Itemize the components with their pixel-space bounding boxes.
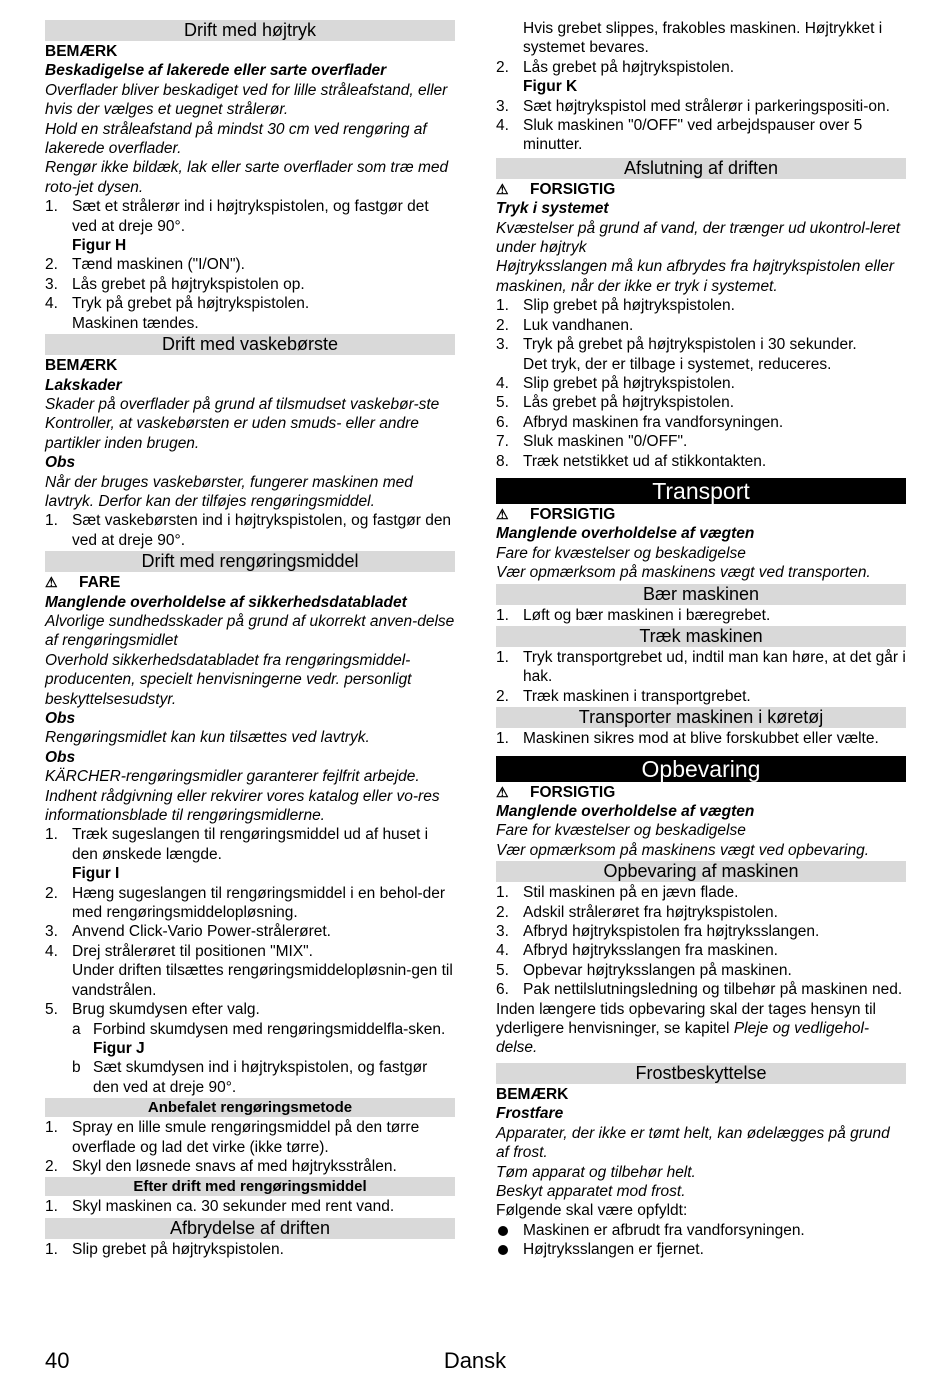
note-subtitle: Frostfare (496, 1105, 564, 1123)
list-number: 8. (496, 452, 509, 470)
note-text: Tøm apparat og tilbehør helt. (496, 1163, 696, 1181)
list-item (496, 648, 906, 687)
list-text: Brug skumdysen efter valg. (72, 1001, 260, 1019)
heading-carry: Bær maskinen (496, 584, 906, 605)
list-text: Sæt vaskebørsten ind i højtrykspistolen, og fastgør den ved at dreje 90°. (72, 512, 452, 549)
list-item (496, 883, 906, 902)
right-column (496, 19, 906, 1260)
note-text: Apparater, der ikke er tømt helt, kan ødelægges på grund af frost. (496, 1124, 890, 1162)
list-text: Stil maskinen på en jævn flade. (523, 884, 739, 902)
note-subtitle: Beskadigelse af lakerede eller sarte overflader (45, 62, 387, 80)
list-text: Afbryd højtryksslangen fra maskinen. (523, 942, 778, 960)
list-text: Sluk maskinen "0/OFF" ved arbejdspauser over 5 minutter. (523, 117, 863, 154)
list-number: 3. (496, 97, 509, 115)
heading-after-detergent: Efter drift med rengøringsmiddel (45, 1177, 455, 1196)
list-item (45, 825, 455, 864)
list-item (496, 316, 906, 335)
list-text: Løft og bær maskinen i bæregrebet. (523, 606, 771, 624)
list-number: 2. (496, 316, 509, 334)
list-text: Tryk transportgrebet ud, indtil man kan høre, at det går i hak. (523, 648, 906, 686)
list-text: Sæt højtrykspistol med strålerør i parkeringspositi-on. (523, 97, 890, 115)
list-item (45, 942, 455, 961)
heading-store-machine: Opbevaring af maskinen (496, 861, 906, 882)
list-item (45, 197, 455, 236)
list-text: Anvend Click-Vario Power-strålerøret. (72, 923, 331, 941)
list-number: 5. (496, 394, 509, 412)
list-number: 1. (496, 884, 509, 902)
list-number: 5. (45, 1001, 58, 1019)
bullet-item (496, 1221, 906, 1240)
list-number: 2. (45, 1157, 58, 1175)
warning-text: Overhold sikkerhedsdatabladet fra rengøringsmiddel-producenten, specielt henvisningerne vedr. personligt beskyttelsesudstyr. (45, 651, 412, 708)
warning-text: FORSIGTIG (530, 783, 616, 801)
list-text: Adskil strålerøret fra højtrykspistolen. (523, 903, 778, 921)
bullet-dot-icon (498, 1245, 508, 1255)
list-text: Tænd maskinen ("I/ON"). (72, 256, 245, 274)
list-text: Slip grebet på højtrykspistolen. (523, 374, 735, 392)
list-item (45, 511, 455, 550)
list-text: Lås grebet på højtrykspistolen op. (72, 275, 305, 293)
list-number: 3. (496, 336, 509, 354)
warning-triangle-icon: ⚠ (496, 783, 509, 800)
list-item (496, 296, 906, 315)
list-number: 3. (45, 275, 58, 293)
list-number: 1. (45, 1198, 58, 1216)
obs-label: Obs (45, 710, 76, 727)
list-item (496, 335, 906, 354)
list-item (45, 1197, 455, 1216)
warning-text: Vær opmærksom på maskinens vægt ved opbevaring. (496, 841, 870, 859)
list-item (45, 255, 455, 274)
list-number: 1. (496, 648, 509, 666)
list-number: 1. (45, 1240, 58, 1258)
heading-recommended-method: Anbefalet rengøringsmetode (45, 1098, 455, 1117)
list-continuation: Under driften tilsættes rengøringsmiddelopløsnin-gen til vandstrålen. (72, 962, 453, 999)
note-text: Hold en stråleafstand på mindst 30 cm ved rengøring af lakerede overflader. (45, 120, 427, 158)
list-number: 2. (45, 256, 58, 274)
note-label: BEMÆRK (496, 1085, 569, 1103)
list-text: Træk maskinen i transportgrebet. (523, 687, 751, 705)
list-number: 4. (45, 942, 58, 960)
list-item (496, 116, 906, 155)
list-text: Afbryd højtrykspistolen fra højtryksslangen. (523, 923, 820, 941)
list-item (496, 980, 906, 999)
list-item (45, 1118, 455, 1157)
list-item (496, 903, 906, 922)
body-text: Følgende skal være opfyldt: (496, 1202, 688, 1220)
list-item (496, 922, 906, 941)
list-number: 2. (45, 884, 58, 902)
note-label: BEMÆRK (45, 357, 118, 375)
list-number: 4. (496, 374, 509, 392)
list-number: 1. (45, 1119, 58, 1137)
list-text: Lås grebet på højtrykspistolen. (523, 58, 735, 76)
list-text: Tryk på grebet på højtrykspistolen i 30 sekunder. (523, 336, 857, 354)
note-text: KÄRCHER-rengøringsmidler garanterer fejlfrit arbejde. Indhent rådgivning eller rekvirer vores katalog eller vo-res informationsblade til rengøringsmidlerne. (45, 768, 440, 825)
list-text: Hæng sugeslangen til rengøringsmiddel i en behol-der med rengøringsmiddelopløsning. (72, 884, 446, 922)
list-text: Maskinen sikres mod at blive forskubbet eller vælte. (523, 730, 879, 748)
heading-wash-brush: Drift med vaskebørste (45, 334, 455, 355)
list-item (496, 393, 906, 412)
warning-text: Alvorlige sundhedsskader på grund af ukorrekt anven-delse af rengøringsmidlet (45, 612, 455, 650)
warning-text: Højtryksslangen må kun afbrydes fra højtrykspistolen eller maskinen, når der ikke er tryk i systemet. (496, 258, 894, 295)
sub-list-letter: a (72, 1020, 81, 1038)
warning-label (496, 180, 906, 199)
list-text: Sæt et strålerør ind i højtrykspistolen, og fastgør det ved at dreje 90°. (72, 198, 429, 235)
list-text: Luk vandhanen. (523, 316, 634, 334)
list-number: 5. (496, 961, 509, 979)
note-text: Overflader bliver beskadiget ved for lille stråleafstand, eller hvis der vælges et uegnet strålerør. (45, 81, 448, 119)
list-item (496, 97, 906, 116)
list-item (45, 922, 455, 941)
list-number: 4. (496, 117, 509, 135)
list-item (45, 1157, 455, 1176)
list-item (45, 884, 455, 923)
list-item (496, 941, 906, 960)
list-number: 1. (496, 730, 509, 748)
list-text: Opbevar højtryksslangen på maskinen. (523, 961, 792, 979)
list-number: 2. (496, 903, 509, 921)
obs-label: Obs (45, 748, 76, 766)
bullet-text: Højtryksslangen er fjernet. (523, 1241, 704, 1259)
heading-interruption: Afbrydelse af driften (45, 1218, 455, 1239)
list-number: 1. (45, 512, 58, 530)
note-text: Kontroller, at vaskebørsten er uden smuds- eller andre partikler inden brugen. (45, 415, 419, 452)
list-number: 1. (496, 297, 509, 315)
figure-ref: Figur K (523, 78, 578, 96)
bullet-text: Maskinen er afbrudt fra vandforsyningen. (523, 1221, 805, 1239)
sub-list-text: Sæt skumdysen ind i højtrykspistolen, og fastgør den ved at dreje 90°. (93, 1059, 428, 1096)
list-text: Slip grebet på højtrykspistolen. (523, 297, 735, 315)
warning-text: FORSIGTIG (530, 505, 616, 523)
list-text: Drej strålerøret til positionen "MIX". (72, 942, 313, 960)
list-text: Træk sugeslangen til rengøringsmiddel ud af huset i den ønskede længde. (72, 826, 429, 863)
list-text: Slip grebet på højtrykspistolen. (72, 1240, 284, 1258)
list-item (496, 729, 906, 748)
list-number: 1. (496, 606, 509, 624)
sub-list-text: Forbind skumdysen med rengøringsmiddelfla-sken. (93, 1020, 446, 1038)
list-item (45, 275, 455, 294)
list-item (496, 961, 906, 980)
body-text: Inden længere tids opbevaring skal der tages hensyn til yderligere henvisninger, se kapitel (496, 1000, 876, 1038)
storage-reference-text (496, 1000, 906, 1058)
warning-triangle-icon: ⚠ (496, 505, 509, 522)
sub-list-item (45, 1058, 455, 1097)
list-item (45, 1240, 455, 1259)
list-number: 3. (496, 923, 509, 941)
list-number: 1. (45, 826, 58, 844)
sub-list-item (45, 1020, 455, 1039)
warning-subtitle: Tryk i systemet (496, 200, 609, 218)
warning-subtitle: Manglende overholdelse af vægten (496, 803, 755, 820)
chapter-heading-transport: Transport (496, 478, 906, 504)
list-number: 6. (496, 413, 509, 431)
heading-detergent: Drift med rengøringsmiddel (45, 551, 455, 572)
note-text: Beskyt apparatet mod frost. (496, 1182, 686, 1200)
warning-subtitle: Manglende overholdelse af sikkerhedsdatabladet (45, 593, 407, 611)
list-text: Tryk på grebet på højtrykspistolen. (72, 295, 310, 313)
list-item (496, 452, 906, 471)
list-item (496, 432, 906, 451)
list-text: Skyl den løsnede snavs af med højtryksstrålen. (72, 1157, 397, 1175)
list-text: Sluk maskinen "0/OFF". (523, 433, 688, 451)
bullet-item (496, 1240, 906, 1259)
list-item (496, 606, 906, 625)
bullet-dot-icon (498, 1226, 508, 1236)
note-subtitle: Lakskader (45, 376, 122, 394)
list-item (496, 687, 906, 706)
list-number: 7. (496, 433, 509, 451)
sub-list-letter: b (72, 1059, 81, 1077)
note-label: BEMÆRK (45, 43, 118, 60)
warning-text: Kvæstelser på grund af vand, der trænger ud ukontrol-leret under højtryk (496, 219, 901, 257)
list-continuation: Hvis grebet slippes, frakobles maskinen. Højtrykket i systemet bevares. (523, 20, 883, 57)
warning-triangle-icon: ⚠ (496, 180, 509, 197)
list-number: 4. (496, 942, 509, 960)
warning-triangle-icon: ⚠ (45, 574, 58, 591)
footer-language: Dansk (443, 1348, 507, 1373)
warning-text: FARE (79, 574, 121, 592)
chapter-heading-storage: Opbevaring (496, 756, 906, 782)
list-number: 2. (496, 58, 509, 76)
warning-text: Fare for kvæstelser og beskadigelse (496, 544, 746, 562)
list-text: Pak nettilslutningsledning og tilbehør på maskinen ned. (523, 981, 903, 999)
warning-text: FORSIGTIG (530, 180, 616, 198)
left-column (45, 19, 455, 1259)
list-text: Afbryd maskinen fra vandforsyningen. (523, 413, 784, 431)
list-continuation: Maskinen tændes. (72, 314, 199, 332)
heading-frost-protection: Frostbeskyttelse (496, 1063, 906, 1084)
figure-ref: Figur J (93, 1039, 145, 1057)
figure-ref: Figur I (72, 865, 120, 883)
list-continuation: Det tryk, der er tilbage i systemet, reduceres. (523, 355, 832, 373)
chapter-link[interactable]: Pleje og vedligehol-delse. (496, 1020, 870, 1057)
list-item (496, 413, 906, 432)
figure-ref: Figur H (72, 237, 127, 255)
heading-shutdown: Afslutning af driften (496, 158, 906, 179)
page-number: 40 (45, 1348, 70, 1373)
warning-label (496, 783, 906, 802)
heading-vehicle-transport: Transporter maskinen i køretøj (496, 707, 906, 728)
obs-label: Obs (45, 454, 76, 472)
note-text: Rengøringsmidlet kan kun tilsættes ved lavtryk. (45, 729, 370, 747)
list-item (45, 1000, 455, 1019)
note-text: Rengør ikke bildæk, lak eller sarte overflader som træ med roto-jet dysen. (45, 159, 449, 196)
warning-label (496, 505, 906, 524)
list-text: Skyl maskinen ca. 30 sekunder med rent vand. (72, 1198, 395, 1216)
list-number: 1. (45, 198, 58, 216)
list-number: 3. (45, 923, 58, 941)
list-text: Træk netstikket ud af stikkontakten. (523, 452, 767, 470)
note-text: Skader på overflader på grund af tilsmudset vaskebør-ste (45, 395, 440, 413)
heading-high-pressure: Drift med højtryk (45, 20, 455, 41)
list-text: Spray en lille smule rengøringsmiddel på den tørre overflade og lad det virke (ikke tørre). (72, 1119, 420, 1156)
warning-text: Vær opmærksom på maskinens vægt ved transporten. (496, 564, 871, 582)
warning-label (45, 573, 455, 592)
list-item (45, 294, 455, 313)
list-item (496, 58, 906, 77)
heading-pull: Træk maskinen (496, 626, 906, 647)
list-item (496, 374, 906, 393)
list-number: 6. (496, 981, 509, 999)
list-number: 4. (45, 295, 58, 313)
list-number: 2. (496, 687, 509, 705)
warning-subtitle: Manglende overholdelse af vægten (496, 525, 755, 543)
note-text: Når der bruges vaskebørster, fungerer maskinen med lavtryk. Derfor kan der tilføjes rengøringsmiddel. (45, 473, 413, 510)
warning-text: Fare for kvæstelser og beskadigelse (496, 822, 746, 840)
list-text: Lås grebet på højtrykspistolen. (523, 394, 735, 412)
